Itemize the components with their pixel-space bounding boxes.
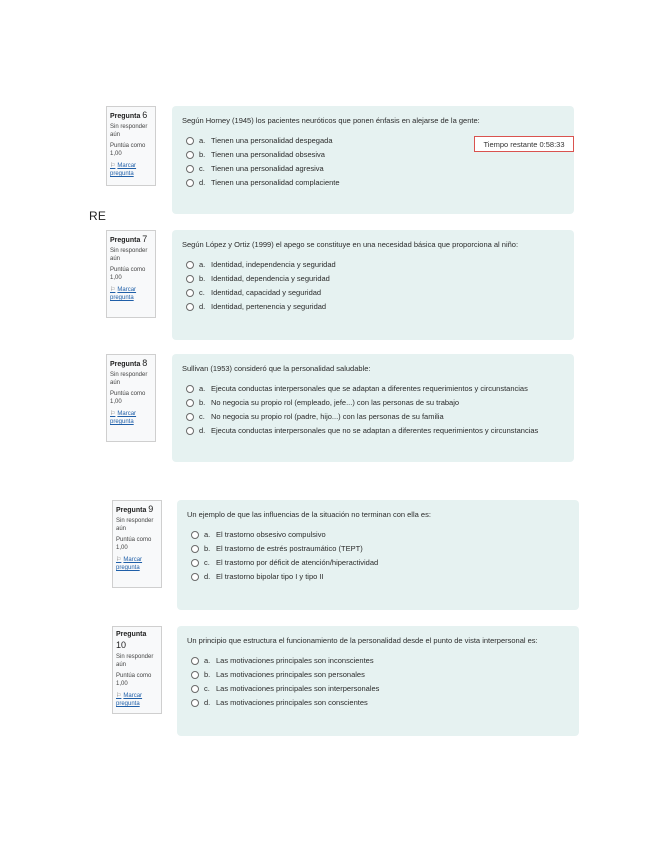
question-state: Sin responder aún	[110, 124, 148, 138]
answer-option[interactable]: b. El trastorno de estrés postraumático (TEPT)	[187, 544, 569, 554]
question-box-8	[172, 354, 574, 462]
question-grade: Puntúa como 1,00	[110, 143, 146, 157]
radio-button[interactable]	[186, 289, 194, 297]
flag-question-link[interactable]: ⚐ Marcar pregunta	[110, 411, 137, 425]
question-number: Pregunta 8	[110, 358, 148, 368]
answer-option[interactable]: b. Tienen una personalidad obsesiva	[182, 150, 564, 160]
flag-icon: ⚐	[110, 163, 116, 169]
flag-question-link[interactable]: ⚐ Marcar pregunta	[110, 287, 137, 301]
radio-button[interactable]	[186, 179, 194, 187]
flag-icon: ⚐	[116, 557, 122, 563]
radio-button[interactable]	[186, 385, 194, 393]
radio-button[interactable]	[191, 573, 199, 581]
question-info-8	[106, 354, 156, 442]
answer-option[interactable]: c. Las motivaciones principales son interpersonales	[187, 684, 569, 694]
radio-button[interactable]	[186, 165, 194, 173]
question-number: Pregunta 9	[116, 504, 154, 514]
radio-button[interactable]	[186, 261, 194, 269]
answer-option[interactable]: a. El trastorno obsesivo compulsivo	[187, 530, 569, 540]
question-box-7	[172, 230, 574, 340]
question-info-10	[112, 626, 162, 714]
flag-question-link[interactable]: ⚐ Marcar pregunta	[116, 693, 143, 707]
answer-options	[182, 260, 564, 312]
question-text: Un ejemplo de que las influencias de la situación no terminan con ella es:	[187, 510, 431, 519]
answer-options	[182, 384, 564, 436]
question-text: Según López y Ortiz (1999) el apego se constituye en una necesidad básica que proporciona al niño:	[182, 240, 519, 249]
question-info-9	[112, 500, 162, 588]
stray-text: RE	[89, 209, 107, 223]
radio-button[interactable]	[186, 151, 194, 159]
question-info-6	[106, 106, 156, 186]
time-remaining-badge: Tiempo restante 0:58:33	[474, 136, 574, 152]
question-state: Sin responder aún	[110, 372, 148, 386]
answer-option[interactable]: d. Identidad, pertenencia y seguridad	[182, 302, 564, 312]
question-number: Pregunta 6	[110, 110, 148, 120]
question-text: Un principio que estructura el funcionamiento de la personalidad desde el punto de vista interpersonal es:	[187, 636, 538, 645]
answer-option[interactable]: a. Identidad, independencia y seguridad	[182, 260, 564, 270]
radio-button[interactable]	[186, 137, 194, 145]
answer-option[interactable]: d. El trastorno bipolar tipo I y tipo II	[187, 572, 569, 582]
question-box-9	[177, 500, 579, 610]
answer-option[interactable]: c. Tienen una personalidad agresiva	[182, 164, 564, 174]
radio-button[interactable]	[186, 413, 194, 421]
question-text: Según Horney (1945) los pacientes neuróticos que ponen énfasis en alejarse de la gente:	[182, 116, 480, 125]
radio-button[interactable]	[191, 559, 199, 567]
radio-button[interactable]	[186, 399, 194, 407]
answer-option[interactable]: d. Las motivaciones principales son conscientes	[187, 698, 569, 708]
radio-button[interactable]	[186, 303, 194, 311]
answer-option[interactable]: b. Identidad, dependencia y seguridad	[182, 274, 564, 284]
radio-button[interactable]	[191, 531, 199, 539]
flag-icon: ⚐	[110, 287, 116, 293]
radio-button[interactable]	[186, 275, 194, 283]
flag-icon: ⚐	[116, 693, 122, 699]
radio-button[interactable]	[191, 685, 199, 693]
question-state: Sin responder aún	[110, 248, 148, 262]
question-grade: Puntúa como 1,00	[110, 267, 146, 281]
question-grade: Puntúa como 1,00	[116, 537, 152, 551]
answer-option[interactable]: a. Tienen una personalidad despegada	[182, 136, 564, 146]
question-number: Pregunta 10	[116, 631, 147, 650]
answer-option[interactable]: a. Ejecuta conductas interpersonales que se adaptan a diferentes requerimientos y circunstancias	[182, 384, 564, 394]
radio-button[interactable]	[191, 699, 199, 707]
radio-button[interactable]	[191, 671, 199, 679]
question-state: Sin responder aún	[116, 654, 154, 668]
answer-options	[187, 530, 569, 582]
answer-option[interactable]: d. Ejecuta conductas interpersonales que no se adaptan a diferentes requerimientos y circunstancias	[182, 426, 564, 436]
question-grade: Puntúa como 1,00	[110, 391, 146, 405]
question-box-6	[172, 106, 574, 214]
question-state: Sin responder aún	[116, 518, 154, 532]
question-info-7	[106, 230, 156, 318]
question-number: Pregunta 7	[110, 234, 148, 244]
flag-question-link[interactable]: ⚐ Marcar pregunta	[110, 163, 137, 177]
question-text: Sullivan (1953) consideró que la personalidad saludable:	[182, 364, 371, 373]
question-box-10	[177, 626, 579, 736]
flag-question-link[interactable]: ⚐ Marcar pregunta	[116, 557, 143, 571]
radio-button[interactable]	[186, 427, 194, 435]
question-grade: Puntúa como 1,00	[116, 673, 152, 687]
radio-button[interactable]	[191, 657, 199, 665]
flag-icon: ⚐	[110, 411, 116, 417]
answer-option[interactable]: c. Identidad, capacidad y seguridad	[182, 288, 564, 298]
answer-option[interactable]: b. Las motivaciones principales son personales	[187, 670, 569, 680]
answer-option[interactable]: a. Las motivaciones principales son inconscientes	[187, 656, 569, 666]
answer-option[interactable]: c. No negocia su propio rol (padre, hijo...) con las personas de su familia	[182, 412, 564, 422]
radio-button[interactable]	[191, 545, 199, 553]
answer-options	[187, 656, 569, 708]
answer-option[interactable]: c. El trastorno por déficit de atención/hiperactividad	[187, 558, 569, 568]
answer-option[interactable]: d. Tienen una personalidad complaciente	[182, 178, 564, 188]
answer-option[interactable]: b. No negocia su propio rol (empleado, jefe...) con las personas de su trabajo	[182, 398, 564, 408]
